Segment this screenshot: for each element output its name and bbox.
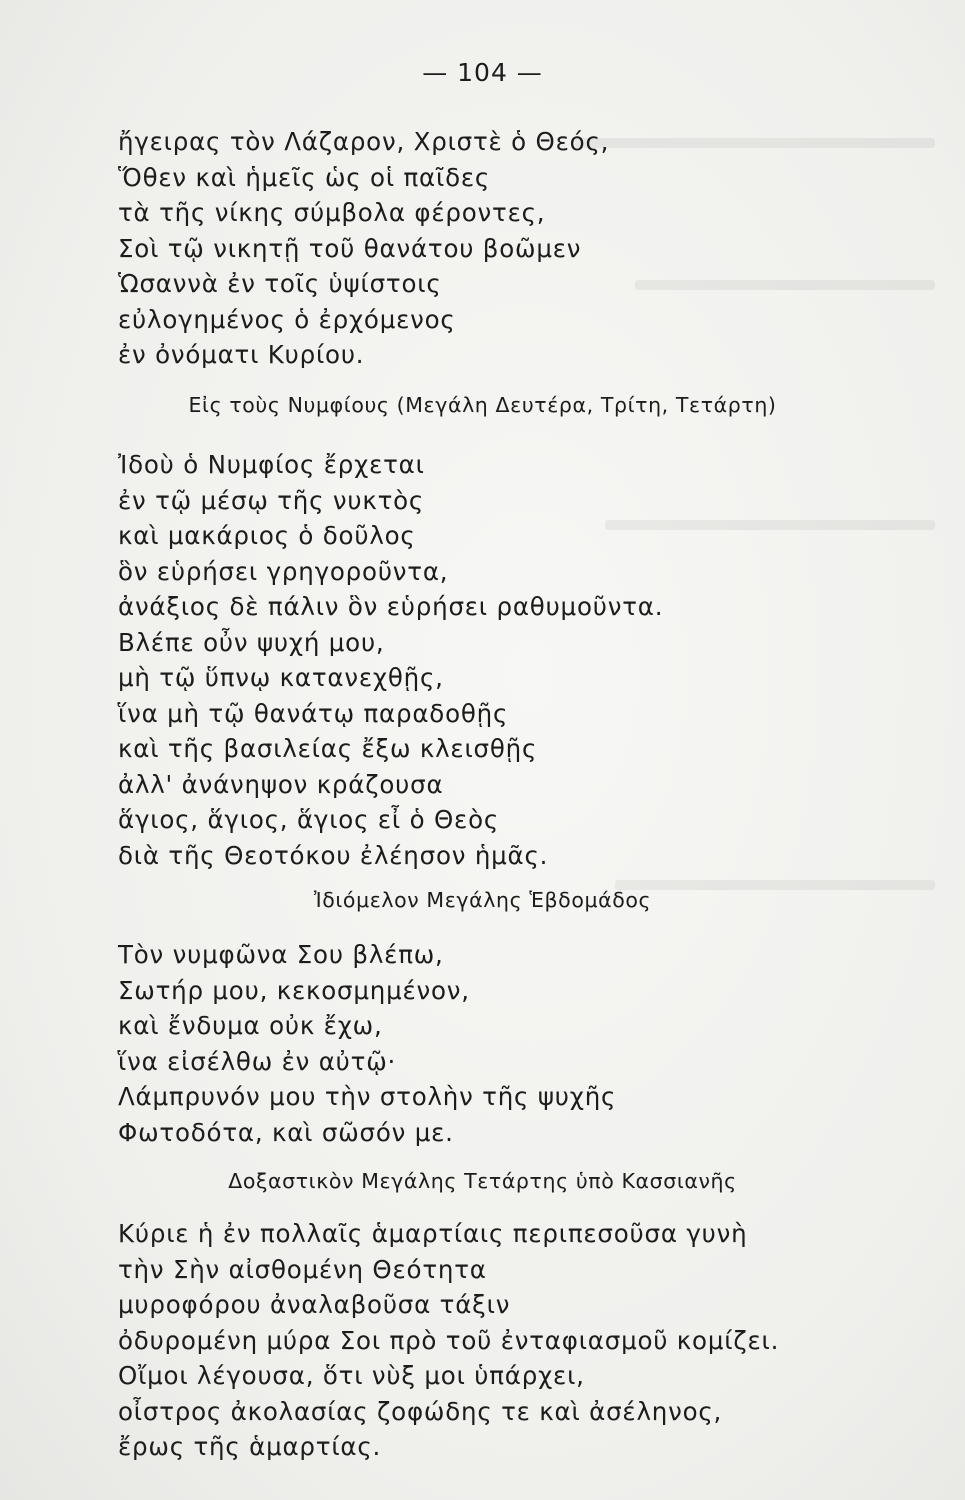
verse-line: Σωτήρ μου, κεκοσμημένον, bbox=[118, 975, 470, 1005]
verse-line: ὀδυρομένη μύρα Σοι πρὸ τοῦ ἐνταφιασμοῦ κομίζει. bbox=[118, 1325, 780, 1355]
verse-line: ἐν ὀνόματι Κυρίου. bbox=[118, 340, 365, 369]
verse-line: καὶ ἔνδυμα οὐκ ἔχω, bbox=[118, 1011, 383, 1040]
verse-line: ἀλλ' ἀνάνηψον κράζουσα bbox=[118, 769, 444, 799]
verse-line: ἤγειρας τὸν Λάζαρον, Χριστὲ ὁ Θεός, bbox=[118, 127, 610, 156]
verse-line: Ὅθεν καὶ ἡμεῖς ὡς οἱ παῖδες bbox=[118, 162, 491, 192]
verse-line: τὰ τῆς νίκης σύμβολα φέροντες, bbox=[118, 198, 546, 227]
verse-line: Λάμπρυνόν μου τὴν στολὴν τῆς ψυχῆς bbox=[118, 1082, 617, 1111]
verse-line: Κύριε ἡ ἐν πολλαῖς ἁμαρτίαις περιπεσοῦσα γυνὴ bbox=[118, 1219, 748, 1248]
section-heading: Ἰδιόμελον Μεγάλης Ἑβδομάδος bbox=[313, 888, 652, 912]
verse-line: καὶ μακάριος ὁ δοῦλος bbox=[118, 521, 416, 550]
verse-line: ἵνα μὴ τῷ θανάτῳ παραδοθῇς bbox=[118, 698, 509, 728]
verse-line: οἶστρος ἀκολασίας ζοφώδης τε καὶ ἀσέληνος, bbox=[118, 1396, 723, 1426]
verse-line: Σοὶ τῷ νικητῇ τοῦ θανάτου βοῶμεν bbox=[118, 233, 582, 263]
verse-line: Ἰδοὺ ὁ Νυμφίος ἔρχεται bbox=[118, 450, 425, 479]
section-heading: Δοξαστικὸν Μεγάλης Τετάρτης ὑπὸ Κασσιανῆς bbox=[228, 1169, 737, 1193]
hymn-section-4 bbox=[118, 1216, 838, 1465]
verse-line: Τὸν νυμφῶνα Σου βλέπω, bbox=[118, 940, 444, 969]
verse-line: τὴν Σὴν αἰσθομένη Θεότητα bbox=[118, 1254, 487, 1284]
verse-line: Οἴμοι λέγουσα, ὅτι νὺξ μοι ὑπάρχει, bbox=[118, 1361, 585, 1390]
verse-line: Ὡσαννὰ ἐν τοῖς ὑψίστοις bbox=[118, 269, 442, 298]
verse-line: ἔρως τῆς ἁμαρτίας. bbox=[118, 1432, 382, 1461]
verse-line: μυροφόρου ἀναλαβοῦσα τάξιν bbox=[118, 1290, 511, 1319]
verse-line: Φωτοδότα, καὶ σῶσόν με. bbox=[118, 1117, 454, 1147]
hymn-section-1 bbox=[118, 124, 838, 373]
verse-line: Βλέπε οὖν ψυχή μου, bbox=[118, 627, 385, 657]
hymn-section-2 bbox=[118, 447, 838, 873]
verse-line: καὶ τῆς βασιλείας ἔξω κλεισθῇς bbox=[118, 734, 538, 763]
verse-line: ἐν τῷ μέσῳ τῆς νυκτὸς bbox=[118, 485, 425, 515]
section-heading: Εἰς τοὺς Νυμφίους (Μεγάλη Δευτέρα, Τρίτη, Τετάρτη) bbox=[188, 393, 777, 417]
verse-line: διὰ τῆς Θεοτόκου ἐλέησον ἡμᾶς. bbox=[118, 840, 549, 870]
verse-line: ἀνάξιος δὲ πάλιν ὃν εὑρήσει ραθυμοῦντα. bbox=[118, 592, 664, 621]
verse-line: ἅγιος, ἅγιος, ἅγιος εἶ ὁ Θεὸς bbox=[118, 805, 500, 834]
page-number: — 104 — bbox=[422, 58, 543, 87]
verse-line: μὴ τῷ ὕπνῳ κατανεχθῇς, bbox=[118, 663, 444, 692]
verse-line: ὃν εὑρήσει γρηγοροῦντα, bbox=[118, 556, 449, 586]
verse-line: ἵνα εἰσέλθω ἐν αὐτῷ· bbox=[118, 1046, 397, 1076]
verse-line: εὐλογημένος ὁ ἐρχόμενος bbox=[118, 304, 456, 334]
hymn-section-3 bbox=[118, 937, 838, 1150]
